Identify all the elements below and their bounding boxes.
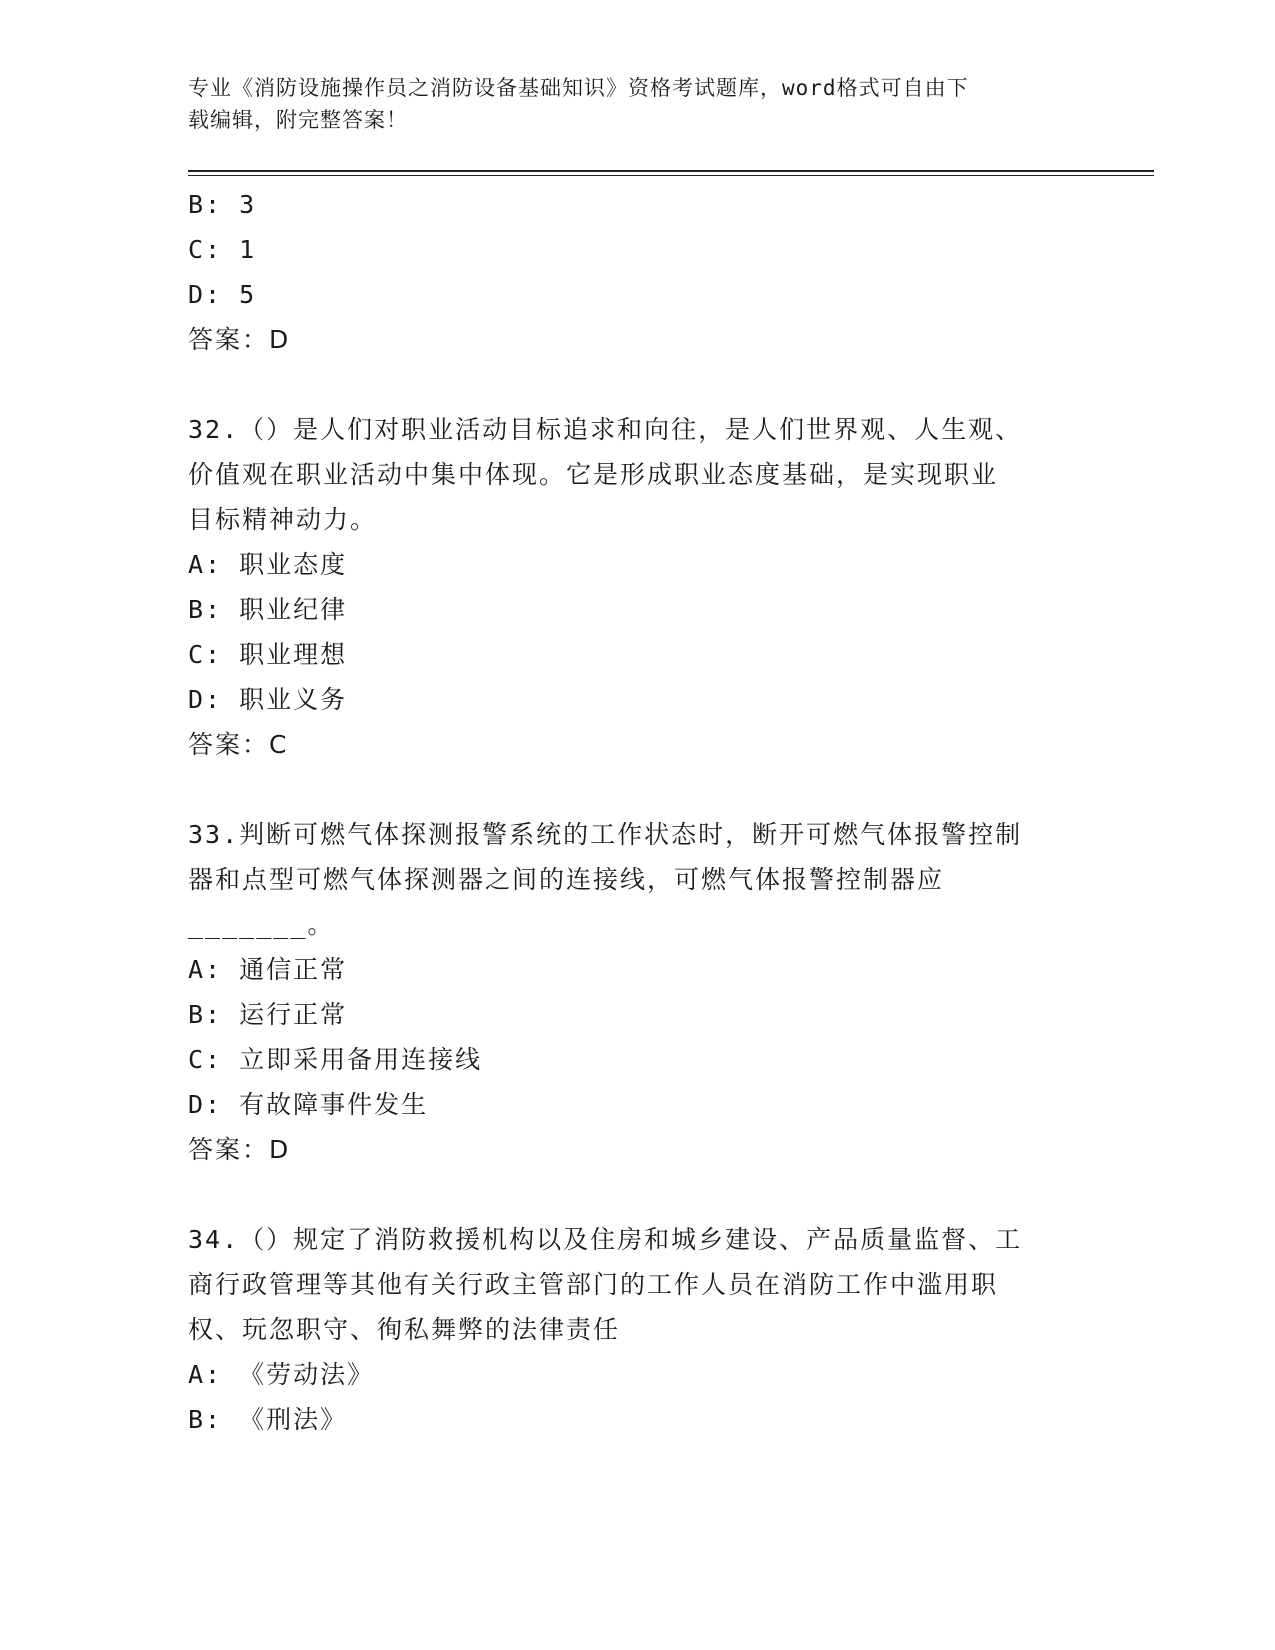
question-stem-line: 33.判断可燃气体探测报警系统的工作状态时，断开可燃气体报警控制 bbox=[188, 820, 1023, 849]
option-d: D: 职业义务 bbox=[188, 685, 348, 714]
question-stem-line: 目标精神动力。 bbox=[188, 505, 378, 534]
question-list bbox=[188, 182, 1108, 1442]
spacer bbox=[188, 767, 1108, 812]
header-line-1: 专业《消防设施操作员之消防设备基础知识》资格考试题库，word格式可自由下 bbox=[188, 76, 969, 100]
spacer bbox=[188, 1172, 1108, 1217]
question-stem-line: 价值观在职业活动中集中体现。它是形成职业态度基础，是实现职业 bbox=[188, 460, 999, 489]
question-stem-line: 商行政管理等其他有关行政主管部门的工作人员在消防工作中滥用职 bbox=[188, 1270, 999, 1299]
option-a: A: 通信正常 bbox=[188, 955, 348, 984]
question-31-tail bbox=[188, 182, 1108, 362]
option-b: B: 《刑法》 bbox=[188, 1405, 348, 1434]
option-b: B: 3 bbox=[188, 190, 257, 219]
option-a: A: 职业态度 bbox=[188, 550, 348, 579]
question-stem-line: 32.（）是人们对职业活动目标追求和向往，是人们世界观、人生观、 bbox=[188, 415, 1023, 444]
answer-line: 答案：C bbox=[188, 730, 289, 759]
question-stem-line: 权、玩忽职守、徇私舞弊的法律责任 bbox=[188, 1315, 621, 1344]
question-stem-line: 器和点型可燃气体探测器之间的连接线，可燃气体报警控制器应 bbox=[188, 865, 945, 894]
option-b: B: 职业纪律 bbox=[188, 595, 348, 624]
question-34 bbox=[188, 1217, 1108, 1442]
document-page bbox=[188, 72, 1108, 1442]
answer-line: 答案：D bbox=[188, 1135, 291, 1164]
option-c: C: 1 bbox=[188, 235, 257, 264]
option-b: B: 运行正常 bbox=[188, 1000, 348, 1029]
option-d: D: 5 bbox=[188, 280, 257, 309]
document-header bbox=[188, 72, 1108, 136]
question-stem-line: _______。 bbox=[188, 910, 335, 939]
header-divider bbox=[188, 170, 1154, 176]
question-stem-line: 34.（）规定了消防救援机构以及住房和城乡建设、产品质量监督、工 bbox=[188, 1225, 1023, 1254]
option-a: A: 《劳动法》 bbox=[188, 1360, 375, 1389]
option-c: C: 职业理想 bbox=[188, 640, 348, 669]
spacer bbox=[188, 362, 1108, 407]
option-c: C: 立即采用备用连接线 bbox=[188, 1045, 483, 1074]
answer-line: 答案：D bbox=[188, 325, 291, 354]
question-33 bbox=[188, 812, 1108, 1172]
option-d: D: 有故障事件发生 bbox=[188, 1090, 429, 1119]
header-line-2: 载编辑，附完整答案！ bbox=[188, 108, 408, 132]
question-32 bbox=[188, 407, 1108, 767]
